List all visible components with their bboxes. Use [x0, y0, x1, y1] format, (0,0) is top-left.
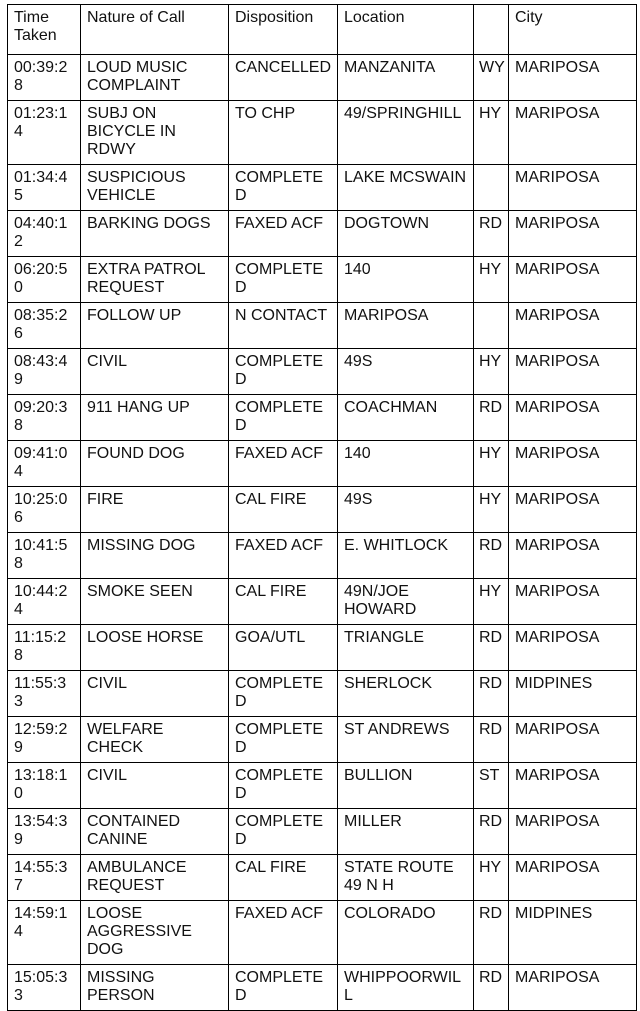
- header-city: City: [509, 5, 637, 55]
- cell-disposition: COMPLETED: [229, 395, 338, 441]
- cell-nature-of-call: SMOKE SEEN: [81, 579, 229, 625]
- cell-city: MARIPOSA: [509, 763, 637, 809]
- cell-location: LAKE MCSWAIN: [338, 165, 474, 211]
- cell-city: MARIPOSA: [509, 55, 637, 101]
- cell-city: MARIPOSA: [509, 165, 637, 211]
- cell-city: MARIPOSA: [509, 211, 637, 257]
- cell-disposition: CAL FIRE: [229, 579, 338, 625]
- header-nature-of-call: Nature of Call: [81, 5, 229, 55]
- cell-time: 13:54:39: [8, 809, 81, 855]
- table-row: [8, 579, 637, 625]
- cell-time: 12:59:29: [8, 717, 81, 763]
- cell-street-suffix: HY: [474, 257, 509, 303]
- cell-time: 14:55:37: [8, 855, 81, 901]
- cell-nature-of-call: LOOSE AGGRESSIVE DOG: [81, 901, 229, 965]
- cell-disposition: CAL FIRE: [229, 487, 338, 533]
- table-row: [8, 441, 637, 487]
- call-log-table: [7, 4, 637, 1011]
- cell-city: MARIPOSA: [509, 717, 637, 763]
- cell-street-suffix: [474, 303, 509, 349]
- cell-location: 49S: [338, 349, 474, 395]
- table-row: [8, 211, 637, 257]
- cell-nature-of-call: CONTAINED CANINE: [81, 809, 229, 855]
- cell-location: E. WHITLOCK: [338, 533, 474, 579]
- cell-disposition: COMPLETED: [229, 671, 338, 717]
- cell-location: STATE ROUTE 49 N H: [338, 855, 474, 901]
- cell-nature-of-call: LOUD MUSIC COMPLAINT: [81, 55, 229, 101]
- cell-nature-of-call: SUSPICIOUS VEHICLE: [81, 165, 229, 211]
- cell-city: MARIPOSA: [509, 101, 637, 165]
- cell-disposition: GOA/UTL: [229, 625, 338, 671]
- cell-disposition: FAXED ACF: [229, 211, 338, 257]
- cell-nature-of-call: EXTRA PATROL REQUEST: [81, 257, 229, 303]
- table-row: [8, 671, 637, 717]
- cell-nature-of-call: WELFARE CHECK: [81, 717, 229, 763]
- cell-city: MARIPOSA: [509, 579, 637, 625]
- table-row: [8, 487, 637, 533]
- cell-street-suffix: [474, 165, 509, 211]
- table-row: [8, 55, 637, 101]
- cell-city: MIDPINES: [509, 901, 637, 965]
- call-log-body: [8, 55, 637, 1011]
- cell-time: 10:44:24: [8, 579, 81, 625]
- table-row: [8, 809, 637, 855]
- cell-disposition: FAXED ACF: [229, 441, 338, 487]
- cell-disposition: COMPLETED: [229, 717, 338, 763]
- cell-time: 06:20:50: [8, 257, 81, 303]
- cell-disposition: FAXED ACF: [229, 901, 338, 965]
- table-row: [8, 101, 637, 165]
- cell-location: 49N/JOE HOWARD: [338, 579, 474, 625]
- cell-location: ST ANDREWS: [338, 717, 474, 763]
- cell-street-suffix: RD: [474, 717, 509, 763]
- cell-location: 49S: [338, 487, 474, 533]
- cell-location: MARIPOSA: [338, 303, 474, 349]
- cell-street-suffix: HY: [474, 487, 509, 533]
- table-row: [8, 763, 637, 809]
- cell-time: 14:59:14: [8, 901, 81, 965]
- cell-location: 140: [338, 441, 474, 487]
- cell-disposition: COMPLETED: [229, 809, 338, 855]
- cell-city: MARIPOSA: [509, 487, 637, 533]
- cell-city: MARIPOSA: [509, 625, 637, 671]
- cell-city: MARIPOSA: [509, 349, 637, 395]
- cell-street-suffix: RD: [474, 671, 509, 717]
- cell-time: 01:23:14: [8, 101, 81, 165]
- cell-disposition: TO CHP: [229, 101, 338, 165]
- cell-disposition: COMPLETED: [229, 763, 338, 809]
- cell-nature-of-call: FOLLOW UP: [81, 303, 229, 349]
- cell-street-suffix: HY: [474, 441, 509, 487]
- cell-city: MARIPOSA: [509, 809, 637, 855]
- cell-nature-of-call: SUBJ ON BICYCLE IN RDWY: [81, 101, 229, 165]
- cell-street-suffix: HY: [474, 579, 509, 625]
- cell-street-suffix: ST: [474, 763, 509, 809]
- cell-nature-of-call: 911 HANG UP: [81, 395, 229, 441]
- cell-disposition: FAXED ACF: [229, 533, 338, 579]
- table-row: [8, 901, 637, 965]
- cell-time: 11:15:28: [8, 625, 81, 671]
- cell-location: DOGTOWN: [338, 211, 474, 257]
- header-location: Location: [338, 5, 474, 55]
- cell-disposition: COMPLETED: [229, 165, 338, 211]
- cell-city: MARIPOSA: [509, 303, 637, 349]
- cell-time: 08:43:49: [8, 349, 81, 395]
- cell-city: MARIPOSA: [509, 855, 637, 901]
- cell-nature-of-call: AMBULANCE REQUEST: [81, 855, 229, 901]
- cell-time: 15:05:33: [8, 965, 81, 1011]
- cell-nature-of-call: FIRE: [81, 487, 229, 533]
- cell-street-suffix: HY: [474, 855, 509, 901]
- cell-nature-of-call: LOOSE HORSE: [81, 625, 229, 671]
- table-row: [8, 257, 637, 303]
- header-time-taken: Time Taken: [8, 5, 81, 55]
- header-street-suffix: [474, 5, 509, 55]
- cell-city: MARIPOSA: [509, 257, 637, 303]
- cell-street-suffix: RD: [474, 395, 509, 441]
- cell-location: 140: [338, 257, 474, 303]
- cell-street-suffix: RD: [474, 625, 509, 671]
- cell-time: 09:41:04: [8, 441, 81, 487]
- table-row: [8, 717, 637, 763]
- cell-street-suffix: HY: [474, 349, 509, 395]
- cell-disposition: CAL FIRE: [229, 855, 338, 901]
- table-row: [8, 165, 637, 211]
- cell-location: TRIANGLE: [338, 625, 474, 671]
- table-row: [8, 395, 637, 441]
- cell-city: MARIPOSA: [509, 441, 637, 487]
- cell-nature-of-call: MISSING DOG: [81, 533, 229, 579]
- cell-location: SHERLOCK: [338, 671, 474, 717]
- cell-nature-of-call: CIVIL: [81, 671, 229, 717]
- table-row: [8, 625, 637, 671]
- cell-street-suffix: RD: [474, 901, 509, 965]
- cell-street-suffix: RD: [474, 809, 509, 855]
- cell-time: 11:55:33: [8, 671, 81, 717]
- cell-street-suffix: RD: [474, 533, 509, 579]
- cell-location: 49/SPRINGHILL: [338, 101, 474, 165]
- cell-street-suffix: RD: [474, 965, 509, 1011]
- cell-location: MILLER: [338, 809, 474, 855]
- cell-location: WHIPPOORWILL: [338, 965, 474, 1011]
- table-row: [8, 965, 637, 1011]
- table-row: [8, 349, 637, 395]
- cell-location: COACHMAN: [338, 395, 474, 441]
- cell-nature-of-call: MISSING PERSON: [81, 965, 229, 1011]
- cell-disposition: COMPLETED: [229, 257, 338, 303]
- cell-city: MARIPOSA: [509, 533, 637, 579]
- cell-location: COLORADO: [338, 901, 474, 965]
- cell-time: 13:18:10: [8, 763, 81, 809]
- cell-time: 10:25:06: [8, 487, 81, 533]
- cell-disposition: N CONTACT: [229, 303, 338, 349]
- cell-location: MANZANITA: [338, 55, 474, 101]
- table-row: [8, 855, 637, 901]
- cell-nature-of-call: CIVIL: [81, 763, 229, 809]
- header-row: [8, 5, 637, 55]
- cell-time: 09:20:38: [8, 395, 81, 441]
- cell-city: MARIPOSA: [509, 965, 637, 1011]
- table-row: [8, 533, 637, 579]
- cell-disposition: COMPLETED: [229, 965, 338, 1011]
- cell-location: BULLION: [338, 763, 474, 809]
- cell-nature-of-call: FOUND DOG: [81, 441, 229, 487]
- cell-disposition: CANCELLED: [229, 55, 338, 101]
- header-disposition: Disposition: [229, 5, 338, 55]
- cell-city: MIDPINES: [509, 671, 637, 717]
- cell-time: 00:39:28: [8, 55, 81, 101]
- cell-time: 01:34:45: [8, 165, 81, 211]
- cell-nature-of-call: CIVIL: [81, 349, 229, 395]
- cell-street-suffix: WY: [474, 55, 509, 101]
- cell-city: MARIPOSA: [509, 395, 637, 441]
- cell-time: 10:41:58: [8, 533, 81, 579]
- cell-street-suffix: HY: [474, 101, 509, 165]
- cell-time: 04:40:12: [8, 211, 81, 257]
- cell-street-suffix: RD: [474, 211, 509, 257]
- cell-time: 08:35:26: [8, 303, 81, 349]
- cell-nature-of-call: BARKING DOGS: [81, 211, 229, 257]
- table-row: [8, 303, 637, 349]
- cell-disposition: COMPLETED: [229, 349, 338, 395]
